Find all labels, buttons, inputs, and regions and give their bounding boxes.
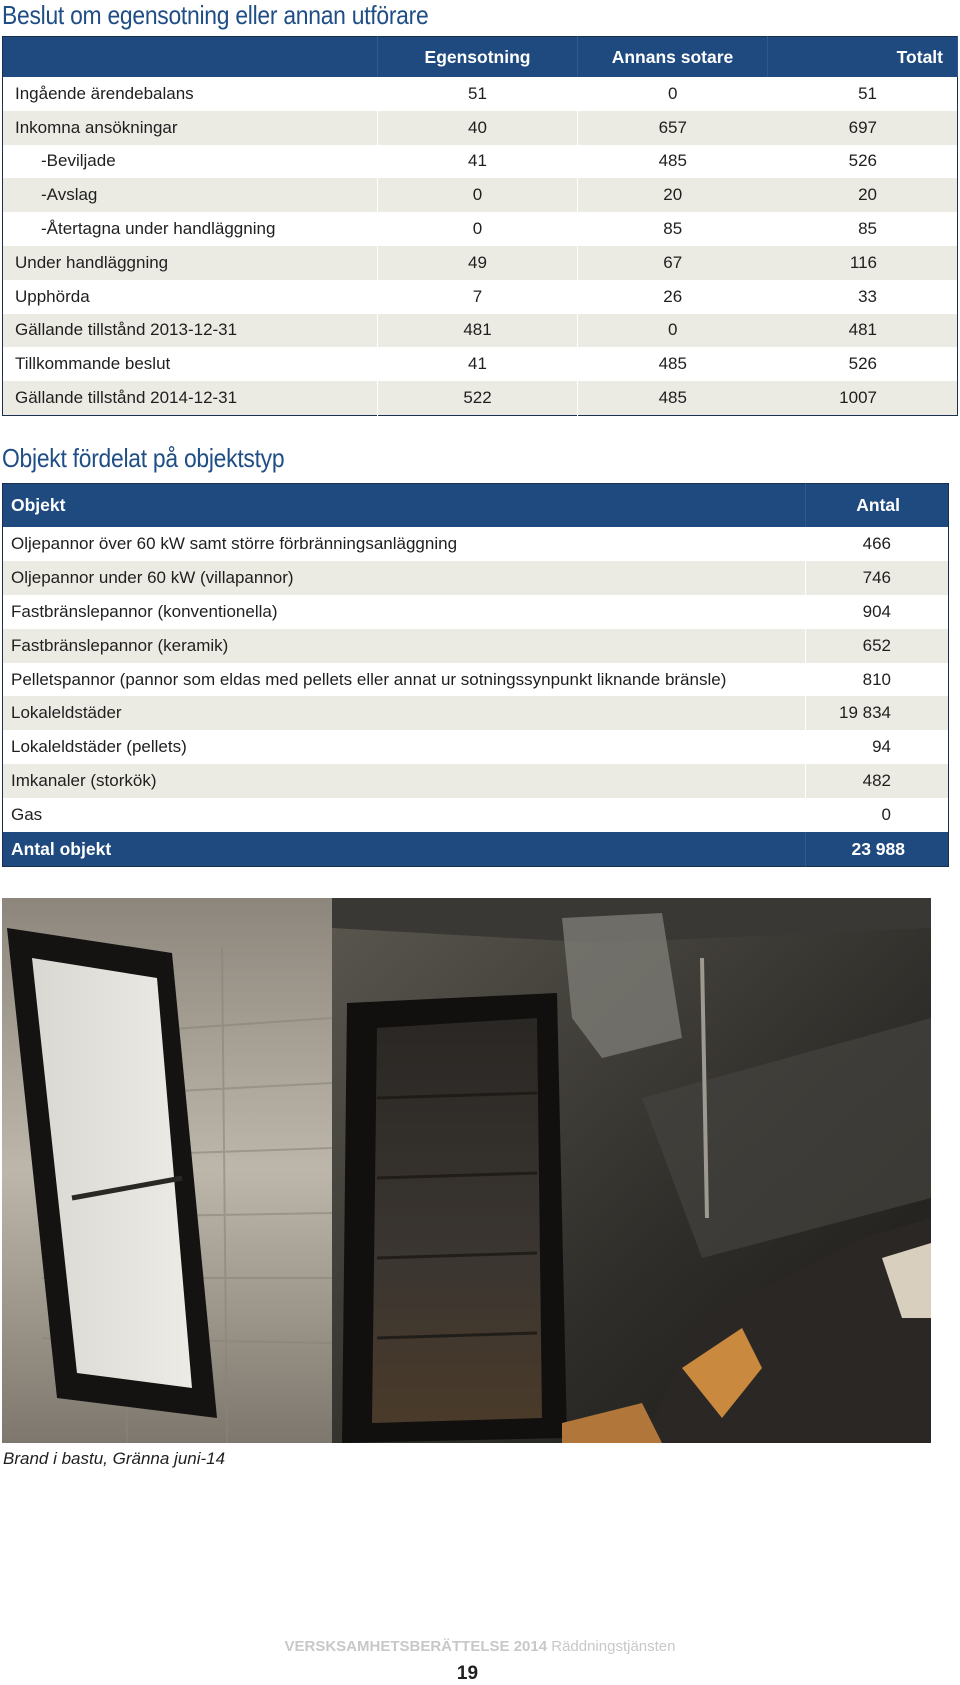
cell-totalt: 481 — [768, 314, 958, 348]
cell-totalt: 526 — [848, 151, 877, 171]
decisions-table-body — [3, 77, 958, 415]
row-label: Upphörda — [15, 286, 90, 306]
table-row — [3, 111, 958, 145]
objects-table-body — [3, 527, 949, 832]
object-count: 482 — [806, 764, 949, 798]
table-row — [3, 629, 949, 663]
object-count: 746 — [806, 561, 949, 595]
row-label: Inkomna ansökningar — [3, 111, 378, 145]
cell-egensotning: 41 — [378, 347, 578, 381]
table-row — [3, 145, 958, 179]
row-label: Gällande tillstånd 2013-12-31 — [3, 314, 378, 348]
cell-egensotning: 0 — [378, 212, 578, 246]
section-title-objects: Objekt fördelat på objektstyp — [2, 443, 285, 473]
object-type-label: Fastbränslepannor (keramik) — [3, 629, 806, 663]
column-header-label — [3, 37, 378, 78]
cell-annans-sotare: 485 — [578, 381, 768, 415]
table-row — [3, 663, 949, 697]
table-row — [3, 212, 958, 246]
object-count: 466 — [806, 527, 949, 561]
section-title-decisions: Beslut om egensotning eller annan utförare — [2, 0, 429, 30]
object-type-label: Fastbränslepannor (konventionella) — [11, 601, 278, 621]
column-header-objekt: Objekt — [3, 484, 806, 528]
object-type-label: Lokaleldstäder — [3, 696, 806, 730]
row-label: -Avslag — [3, 178, 378, 212]
cell-annans-sotare: 485 — [578, 347, 768, 381]
object-type-label: Lokaleldstäder (pellets) — [11, 737, 187, 757]
row-label: Tillkommande beslut — [15, 354, 171, 374]
cell-egensotning: 51 — [378, 77, 578, 111]
table-row — [3, 798, 949, 832]
column-header-annans-sotare: Annans sotare — [578, 37, 768, 78]
object-count: 0 — [806, 798, 949, 832]
column-header-totalt: Totalt — [768, 37, 958, 78]
object-type-label: Gas — [11, 805, 43, 825]
cell-egensotning: 49 — [378, 246, 578, 280]
cell-egensotning: 481 — [378, 314, 578, 348]
objects-table — [2, 483, 949, 867]
cell-egensotning: 41 — [378, 145, 578, 179]
object-count: 904 — [806, 595, 949, 629]
table-row — [3, 527, 949, 561]
total-value: 23 988 — [806, 832, 949, 867]
cell-egensotning: 7 — [378, 280, 578, 314]
table-row — [3, 280, 958, 314]
decisions-table — [2, 36, 958, 416]
cell-totalt: 526 — [848, 354, 877, 374]
footer-organization: Räddningstjänsten — [551, 1638, 676, 1655]
column-header-antal: Antal — [806, 484, 949, 528]
row-label: -Beviljade — [41, 151, 116, 171]
table-header-row — [3, 37, 958, 78]
table-row — [3, 381, 958, 415]
table-row — [3, 730, 949, 764]
row-label: Ingående ärendebalans — [15, 83, 194, 103]
cell-totalt: 697 — [768, 111, 958, 145]
footer-report-title: VERSKSAMHETSBERÄTTELSE 2014 — [284, 1638, 548, 1655]
cell-egensotning: 522 — [378, 381, 578, 415]
object-type-label: Imkanaler (storkök) — [3, 764, 806, 798]
cell-egensotning: 40 — [378, 111, 578, 145]
page-footer — [0, 1638, 960, 1655]
table-row — [3, 595, 949, 629]
table-row — [3, 314, 958, 348]
table-row — [3, 77, 958, 111]
photo-caption: Brand i bastu, Gränna juni-14 — [3, 1449, 226, 1468]
cell-annans-sotare: 657 — [578, 111, 768, 145]
cell-annans-sotare: 26 — [578, 280, 768, 314]
table-row — [3, 347, 958, 381]
cell-totalt: 51 — [858, 83, 877, 103]
cell-totalt: 33 — [858, 286, 877, 306]
object-count: 652 — [806, 629, 949, 663]
object-count: 19 834 — [806, 696, 949, 730]
total-label: Antal objekt — [3, 832, 806, 867]
cell-annans-sotare: 485 — [578, 145, 768, 179]
row-label: Gällande tillstånd 2014-12-31 — [3, 381, 378, 415]
cell-totalt: 1007 — [768, 381, 958, 415]
cell-annans-sotare: 0 — [578, 77, 768, 111]
cell-totalt: 85 — [858, 219, 877, 239]
object-type-label: Oljepannor över 60 kW samt större förbränningsanläggning — [11, 533, 458, 553]
table-row — [3, 561, 949, 595]
cell-annans-sotare: 67 — [578, 246, 768, 280]
column-header-egensotning: Egensotning — [378, 37, 578, 78]
object-type-label: Pelletspannor (pannor som eldas med pellets eller annat ur sotningssynpunkt liknande bränsle) — [11, 669, 727, 689]
cell-egensotning: 0 — [378, 178, 578, 212]
cell-totalt: 116 — [768, 246, 958, 280]
table-row — [3, 246, 958, 280]
cell-totalt: 20 — [768, 178, 958, 212]
table-header-row — [3, 484, 949, 528]
table-row — [3, 764, 949, 798]
sauna-fire-photo — [2, 898, 931, 1443]
object-count: 94 — [806, 730, 949, 764]
row-label: -Återtagna under handläggning — [41, 219, 276, 239]
object-type-label: Oljepannor under 60 kW (villapannor) — [3, 561, 806, 595]
total-row — [3, 832, 949, 867]
table-row — [3, 696, 949, 730]
cell-annans-sotare: 20 — [578, 178, 768, 212]
table-row — [3, 178, 958, 212]
page-number: 19 — [456, 1663, 479, 1684]
row-label: Under handläggning — [3, 246, 378, 280]
cell-annans-sotare: 0 — [578, 314, 768, 348]
object-count: 810 — [806, 663, 949, 697]
cell-annans-sotare: 85 — [578, 212, 768, 246]
